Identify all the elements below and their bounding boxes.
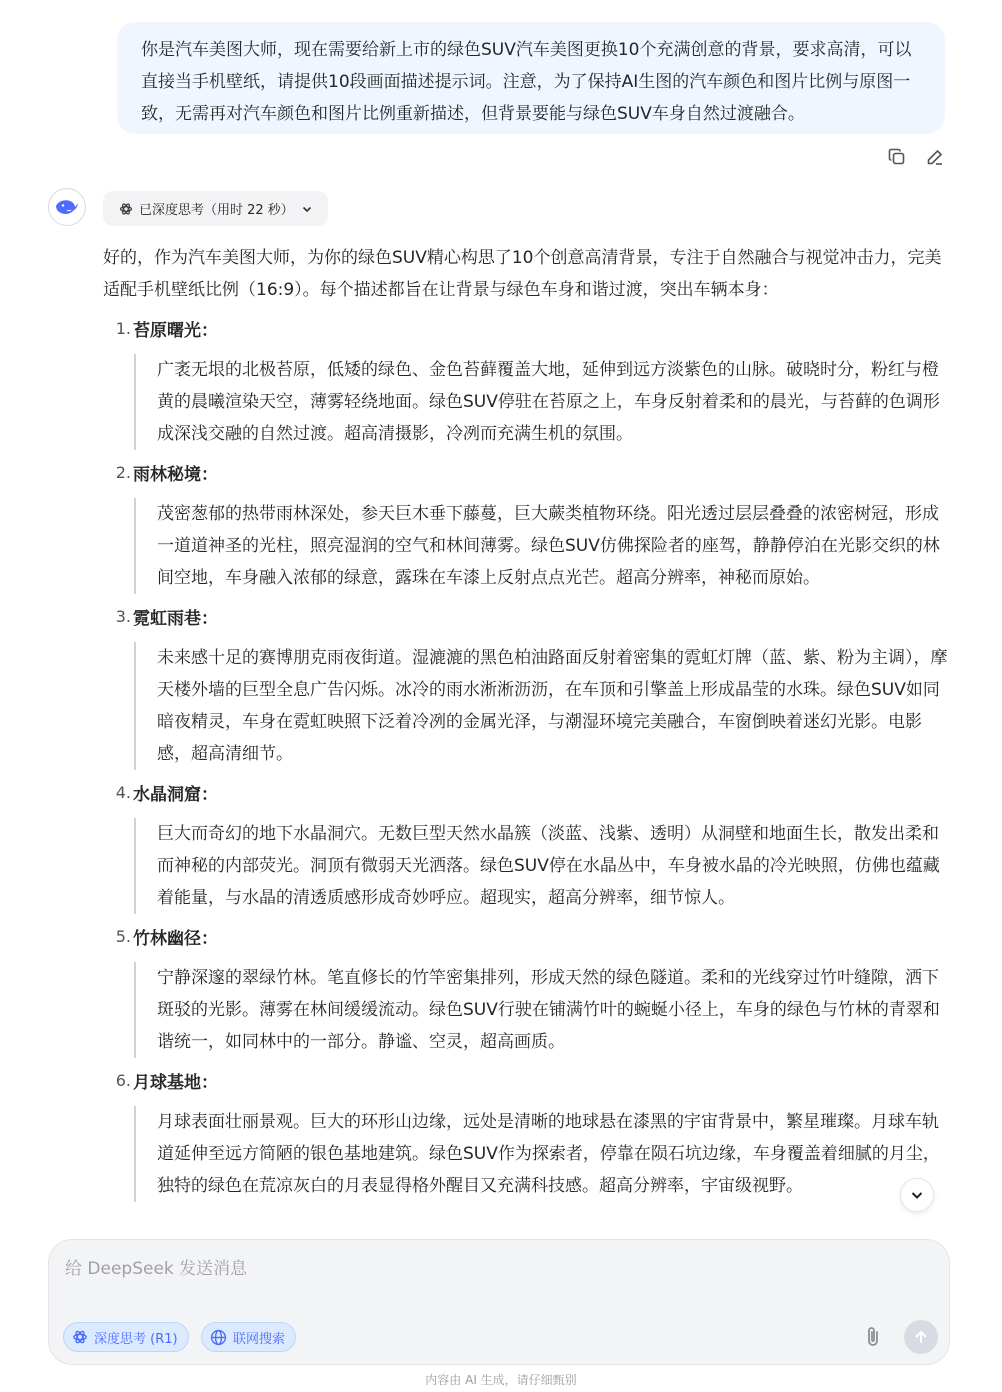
paperclip-icon xyxy=(862,1325,884,1349)
list-item xyxy=(103,920,953,1058)
item-description: 巨大而奇幻的地下水晶洞穴。无数巨型天然水晶簇（淡蓝、浅紫、透明）从洞壁和地面生长，散发出柔和而神秘的内部荧光。洞顶有微弱天光洒落。绿色SUV停在水晶丛中，车身被水晶的冷光映照，仿佛也蕴藏着能量，与水晶的清透质感形成奇妙呼应。超现实，超高分辨率，细节惊人。 xyxy=(134,818,953,914)
item-title: 水晶洞窟： xyxy=(133,784,218,805)
attach-file-button[interactable] xyxy=(859,1323,887,1351)
chevron-down-icon xyxy=(909,1187,925,1203)
deepseek-whale-icon xyxy=(54,197,80,217)
deep-think-toggle[interactable] xyxy=(63,1322,189,1352)
send-button[interactable] xyxy=(904,1320,938,1354)
prompt-list xyxy=(103,312,953,1202)
item-description: 未来感十足的赛博朋克雨夜街道。湿漉漉的黑色柏油路面反射着密集的霓虹灯牌（蓝、紫、粉为主调），摩天楼外墙的巨型全息广告闪烁。冰冷的雨水淅淅沥沥，在车顶和引擎盖上形成晶莹的水珠。绿色SUV如同暗夜精灵，车身在霓虹映照下泛着冷冽的金属光泽，与潮湿环境完美融合，车窗倒映着迷幻光影。电影感，超高清细节。 xyxy=(134,642,953,770)
message-composer xyxy=(48,1239,950,1365)
item-number: 2. xyxy=(115,462,131,482)
message-input[interactable] xyxy=(65,1254,925,1294)
item-title: 苔原曙光： xyxy=(133,320,218,341)
ai-disclaimer: 内容由 AI 生成，请仔细甄别 xyxy=(425,1373,577,1387)
assistant-answer xyxy=(103,242,953,1208)
list-item xyxy=(103,456,953,594)
chevron-down-icon xyxy=(300,202,314,216)
item-title: 霓虹雨巷： xyxy=(133,608,218,629)
deep-think-icon xyxy=(72,1329,88,1345)
edit-icon[interactable] xyxy=(924,146,946,168)
item-title: 竹林幽径： xyxy=(133,928,218,949)
thinking-label: 已深度思考（用时 22 秒） xyxy=(139,203,294,218)
thinking-toggle[interactable] xyxy=(103,191,328,226)
web-search-toggle[interactable] xyxy=(201,1322,296,1352)
item-description: 月球表面壮丽景观。巨大的环形山边缘，远处是清晰的地球悬在漆黑的宇宙背景中，繁星璀璨。月球车轨道延伸至远方简陋的银色基地建筑。绿色SUV作为探索者，停靠在陨石坑边缘，车身覆盖着细腻的月尘，独特的绿色在荒凉灰白的月表显得格外醒目又充满科技感。超高分辨率，宇宙级视野。 xyxy=(134,1106,953,1202)
globe-icon xyxy=(210,1329,227,1346)
item-description: 宁静深邃的翠绿竹林。笔直修长的竹竿密集排列，形成天然的绿色隧道。柔和的光线穿过竹叶缝隙，洒下斑驳的光影。薄雾在林间缓缓流动。绿色SUV行驶在铺满竹叶的蜿蜒小径上，车身的绿色与竹林的青翠和谐统一，如同林中的一部分。静谧、空灵，超高画质。 xyxy=(134,962,953,1058)
item-number: 4. xyxy=(115,782,131,802)
deep-think-icon xyxy=(119,202,133,216)
message-actions xyxy=(886,146,946,168)
answer-intro: 好的，作为汽车美图大师，为你的绿色SUV精心构思了10个创意高清背景，专注于自然融合与视觉冲击力，完美适配手机壁纸比例（16:9）。每个描述都旨在让背景与绿色车身和谐过渡，突出车辆本身： xyxy=(103,248,942,300)
item-description: 广袤无垠的北极苔原，低矮的绿色、金色苔藓覆盖大地，延伸到远方淡紫色的山脉。破晓时分，粉红与橙黄的晨曦渲染天空，薄雾轻绕地面。绿色SUV停驻在苔原之上，车身反射着柔和的晨光，与苔藓的色调形成深浅交融的自然过渡。超高清摄影，冷冽而充满生机的氛围。 xyxy=(134,354,953,450)
user-message-bubble xyxy=(117,22,945,134)
item-number: 6. xyxy=(115,1070,131,1090)
deep-think-label: 深度思考 (R1) xyxy=(94,1331,178,1347)
user-message-text: 你是汽车美图大师，现在需要给新上市的绿色SUV汽车美图更换10个充满创意的背景，要求高清，可以直接当手机壁纸，请提供10段画面描述提示词。注意，为了保持AI生图的汽车颜色和图片比例与原图一致，无需再对汽车颜色和图片比例重新描述，但背景要能与绿色SUV车身自然过渡融合。 xyxy=(141,40,912,124)
list-item xyxy=(103,600,953,770)
item-description: 茂密葱郁的热带雨林深处，参天巨木垂下藤蔓，巨大蕨类植物环绕。阳光透过层层叠叠的浓密树冠，形成一道道神圣的光柱，照亮湿润的空气和林间薄雾。绿色SUV仿佛探险者的座驾，静静停泊在光影交织的林间空地，车身融入浓郁的绿意，露珠在车漆上反射点点光芒。超高分辨率，神秘而原始。 xyxy=(134,498,953,594)
item-number: 3. xyxy=(115,606,131,626)
item-number: 1. xyxy=(115,318,131,338)
deepseek-avatar xyxy=(48,188,86,226)
list-item xyxy=(103,1064,953,1202)
list-item xyxy=(103,776,953,914)
copy-icon[interactable] xyxy=(886,146,908,168)
scroll-to-bottom-button[interactable] xyxy=(900,1178,934,1212)
item-title: 月球基地： xyxy=(133,1072,218,1093)
item-title: 雨林秘境： xyxy=(133,464,218,485)
web-search-label: 联网搜索 xyxy=(233,1331,286,1347)
arrow-up-icon xyxy=(913,1329,929,1345)
item-number: 5. xyxy=(115,926,131,946)
list-item xyxy=(103,312,953,450)
